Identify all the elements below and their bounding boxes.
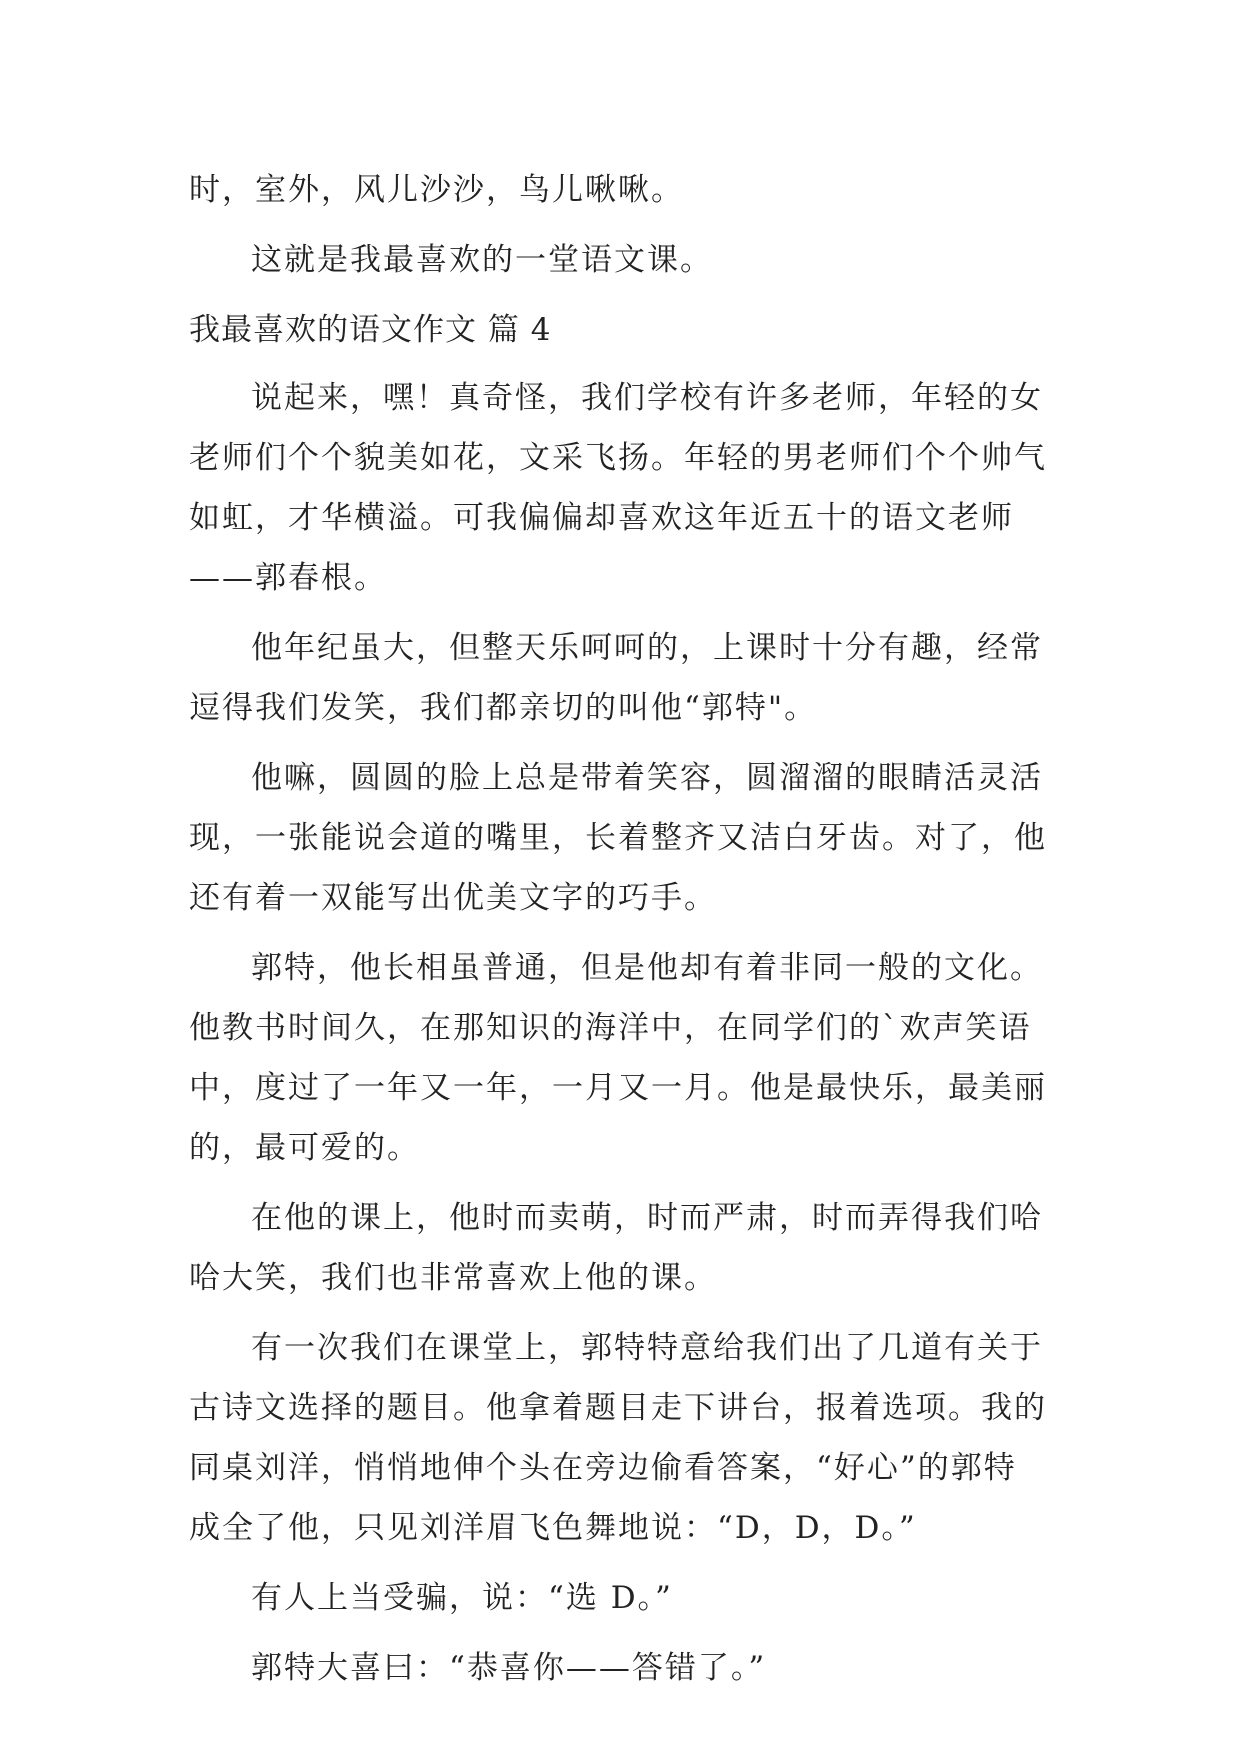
- text-line: 说起来，嘿！真奇怪，我们学校有许多老师，年轻的女: [251, 380, 1043, 416]
- text-line: 同桌刘洋，悄悄地伸个头在旁边偷看答案，“好心”的郭特: [189, 1450, 1017, 1486]
- paragraph: [189, 938, 1069, 1178]
- paragraph: [189, 618, 1069, 738]
- section-heading: [189, 300, 1069, 360]
- paragraph: [189, 368, 1069, 608]
- paragraph: [189, 1188, 1069, 1308]
- text-line: 他嘛，圆圆的脸上总是带着笑容，圆溜溜的眼睛活灵活: [251, 760, 1043, 796]
- document-page: [189, 160, 1069, 1708]
- paragraph: [189, 1318, 1069, 1558]
- text-line: 哈大笑，我们也非常喜欢上他的课。: [189, 1260, 717, 1296]
- text-line: 中，度过了一年又一年，一月又一月。他是最快乐，最美丽: [189, 1070, 1047, 1106]
- text-line: 时，室外，风儿沙沙，鸟儿啾啾。: [189, 172, 684, 208]
- text-line: 现，一张能说会道的嘴里，长着整齐又洁白牙齿。对了，他: [189, 820, 1047, 856]
- text-line: ——郭春根。: [189, 560, 387, 596]
- text-line: 郭特，他长相虽普通，但是他却有着非同一般的文化。: [251, 950, 1043, 986]
- text-line: 如虹，才华横溢。可我偏偏却喜欢这年近五十的语文老师: [189, 500, 1014, 536]
- text-line: 在他的课上，他时而卖萌，时而严肃，时而弄得我们哈: [251, 1200, 1043, 1236]
- text-line: 成全了他，只见刘洋眉飞色舞地说：“D，D，D。”: [189, 1510, 917, 1546]
- paragraph: [189, 230, 1069, 290]
- text-line: 的，最可爱的。: [189, 1130, 420, 1166]
- paragraph: [189, 748, 1069, 928]
- text-line: 他年纪虽大，但整天乐呵呵的，上课时十分有趣，经常: [251, 630, 1043, 666]
- text-line: 有人上当受骗，说：“选 D。”: [251, 1580, 673, 1616]
- text-line: 古诗文选择的题目。他拿着题目走下讲台，报着选项。我的: [189, 1390, 1047, 1426]
- text-line: 老师们个个貌美如花，文采飞扬。年轻的男老师们个个帅气: [189, 440, 1047, 476]
- paragraph: [189, 1568, 1069, 1628]
- text-line: 逗得我们发笑，我们都亲切的叫他“郭特"。: [189, 690, 818, 726]
- text-line: 他教书时间久，在那知识的海洋中，在同学们的`欢声笑语: [189, 1010, 1032, 1046]
- text-line: 有一次我们在课堂上，郭特特意给我们出了几道有关于: [251, 1330, 1043, 1366]
- text-line: 郭特大喜曰：“恭喜你——答错了。”: [251, 1650, 767, 1686]
- paragraph: [189, 1638, 1069, 1698]
- text-line: 这就是我最喜欢的一堂语文课。: [251, 242, 713, 278]
- text-line: 还有着一双能写出优美文字的巧手。: [189, 880, 717, 916]
- heading-text: 我最喜欢的语文作文 篇 4: [189, 312, 552, 348]
- paragraph: [189, 160, 1069, 220]
